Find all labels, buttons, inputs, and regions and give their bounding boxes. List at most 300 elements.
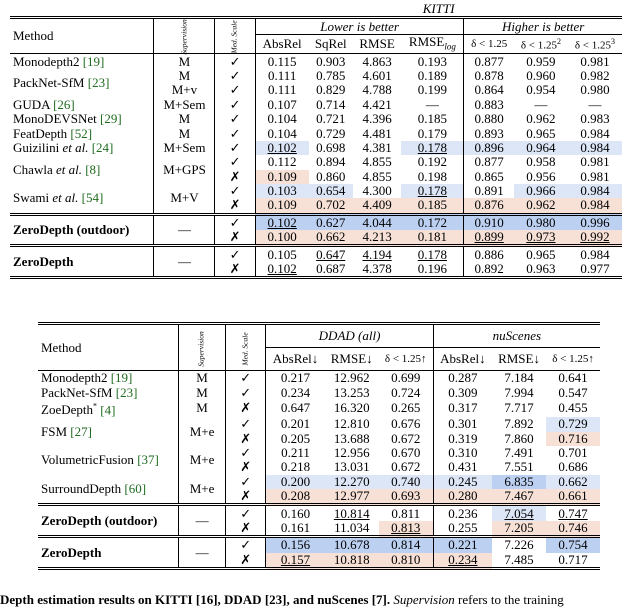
value-cell: 0.654 bbox=[309, 184, 353, 198]
value-cell: 0.103 bbox=[255, 184, 308, 198]
value-cell: 13.688 bbox=[333, 430, 370, 446]
method-header: Method bbox=[10, 18, 154, 54]
table-row bbox=[10, 54, 622, 69]
cross-icon: ✗ bbox=[226, 553, 266, 569]
citation[interactable]: [27] bbox=[70, 423, 92, 439]
supervision-cell: M bbox=[154, 54, 215, 69]
value-cell: 0.255 bbox=[448, 520, 478, 536]
value-cell: 0.199 bbox=[401, 83, 464, 97]
value-cell: 0.641 bbox=[558, 370, 588, 386]
method-name: ZeroDepth bbox=[13, 253, 74, 269]
checkmark-icon: ✓ bbox=[215, 98, 255, 112]
value-cell: 10.818 bbox=[325, 553, 379, 569]
group-nuscenes: nuScenes bbox=[433, 324, 600, 348]
value-cell: 4.213 bbox=[353, 230, 402, 246]
table-row bbox=[38, 417, 600, 431]
method-cell bbox=[38, 400, 179, 417]
value-cell: 0.701 bbox=[558, 445, 588, 461]
cross-icon: ✗ bbox=[226, 489, 266, 505]
citation[interactable]: [19] bbox=[82, 53, 105, 69]
value-cell: 0.676 bbox=[379, 417, 433, 431]
value-cell: 0.647 bbox=[280, 400, 311, 416]
value-cell: 7.717 bbox=[504, 400, 534, 416]
caption-lead: Depth estimation results on KITTI [16], DDAD [23], and nuScenes [7]. bbox=[0, 592, 391, 607]
value-cell: 0.962 bbox=[514, 198, 568, 214]
value-cell: 4.788 bbox=[362, 82, 392, 98]
value-cell: 0.672 bbox=[379, 432, 433, 446]
value-cell: 11.034 bbox=[334, 520, 370, 536]
checkmark-icon: ✓ bbox=[226, 417, 266, 431]
value-cell: 4.378 bbox=[362, 261, 392, 277]
value-cell: 0.717 bbox=[558, 551, 588, 567]
value-cell: 0.894 bbox=[316, 154, 346, 170]
value-cell: — bbox=[401, 98, 464, 112]
method-cell bbox=[38, 475, 179, 505]
cross-icon: ✗ bbox=[215, 262, 255, 278]
supervision-cell: — bbox=[179, 537, 226, 569]
citation[interactable]: [37] bbox=[137, 452, 159, 468]
checkmark-icon: ✓ bbox=[215, 54, 255, 69]
value-cell: 6.835 bbox=[492, 475, 546, 489]
value-cell: 0.104 bbox=[267, 111, 297, 127]
table-row bbox=[38, 371, 600, 386]
value-cell: 0.964 bbox=[514, 141, 568, 155]
value-cell: 7.994 bbox=[504, 384, 534, 400]
supervision-cell: M+e bbox=[179, 446, 226, 475]
value-cell: 0.181 bbox=[401, 230, 464, 246]
checkmark-icon: ✓ bbox=[215, 69, 255, 83]
value-cell: 13.253 bbox=[333, 384, 370, 400]
value-cell: 0.860 bbox=[316, 168, 346, 184]
value-cell: 0.981 bbox=[580, 168, 610, 184]
checkmark-icon: ✓ bbox=[215, 155, 255, 169]
value-cell: 0.647 bbox=[316, 246, 346, 262]
supervision-cell: M bbox=[154, 112, 215, 126]
table-row bbox=[10, 126, 622, 140]
supervision-header: Supervision bbox=[179, 19, 189, 56]
value-cell: 0.100 bbox=[255, 230, 308, 246]
method-cell bbox=[38, 505, 179, 537]
citation[interactable]: [60] bbox=[124, 481, 147, 497]
kitti-title: KITTI bbox=[422, 1, 455, 17]
method-name: Swami et al. bbox=[13, 190, 79, 206]
method-name: GUDA bbox=[13, 96, 50, 112]
value-cell: 0.185 bbox=[401, 112, 464, 126]
value-cell: 7.892 bbox=[504, 416, 534, 432]
method-name: PackNet-SfM bbox=[13, 75, 85, 91]
supervision-cell: M bbox=[179, 385, 226, 399]
value-cell: 4.409 bbox=[353, 198, 402, 214]
value-cell: 0.211 bbox=[281, 445, 310, 461]
value-cell: 4.855 bbox=[362, 168, 392, 184]
value-cell: 16.320 bbox=[333, 400, 370, 416]
cross-icon: ✗ bbox=[226, 460, 266, 474]
value-cell: 7.205 bbox=[492, 521, 546, 537]
value-cell: — bbox=[588, 96, 602, 112]
value-cell: 0.699 bbox=[379, 371, 433, 386]
value-cell: 0.903 bbox=[316, 53, 346, 69]
kitti-table bbox=[10, 2, 622, 279]
value-cell: 0.192 bbox=[401, 155, 464, 169]
supervision-cell: M+Sem bbox=[154, 141, 215, 155]
value-cell: 0.105 bbox=[267, 246, 297, 262]
value-cell: 12.810 bbox=[333, 416, 370, 432]
value-cell: 0.958 bbox=[526, 154, 556, 170]
checkmark-icon: ✓ bbox=[215, 112, 255, 126]
method-name: SurroundDepth bbox=[41, 481, 122, 497]
value-cell: 0.686 bbox=[558, 459, 588, 475]
table-row bbox=[10, 69, 622, 83]
supervision-cell: — bbox=[154, 214, 215, 246]
method-name: MonoDEVSNet bbox=[13, 111, 97, 127]
cross-icon: ✗ bbox=[215, 198, 255, 214]
value-cell: 4.601 bbox=[362, 67, 392, 83]
value-cell: 0.161 bbox=[280, 520, 311, 536]
value-cell: 0.662 bbox=[546, 475, 600, 489]
method-cell bbox=[10, 112, 154, 126]
value-cell: 0.160 bbox=[280, 505, 311, 521]
caption-supervision: Supervision bbox=[393, 592, 455, 607]
value-cell: 0.200 bbox=[266, 475, 325, 489]
table-row bbox=[10, 155, 622, 169]
value-cell: 0.982 bbox=[580, 67, 610, 83]
value-cell: 0.956 bbox=[526, 168, 556, 184]
citation[interactable]: [23] bbox=[87, 75, 110, 91]
value-cell: 0.310 bbox=[448, 445, 478, 461]
value-cell: 4.863 bbox=[362, 53, 392, 69]
ddad-table-body bbox=[38, 371, 600, 569]
value-cell: 0.785 bbox=[316, 67, 346, 83]
supervision-cell: M bbox=[179, 371, 226, 386]
value-cell: 0.746 bbox=[546, 521, 600, 537]
method-cell bbox=[38, 446, 179, 475]
value-cell: 4.396 bbox=[362, 111, 392, 127]
checkmark-icon: ✓ bbox=[215, 141, 255, 155]
method-cell bbox=[10, 98, 154, 112]
col-ddad-delta: δ < 1.25↑ bbox=[379, 348, 433, 371]
value-cell: 0.112 bbox=[267, 154, 297, 170]
value-cell: 0.984 bbox=[580, 246, 610, 262]
checkmark-icon: ✓ bbox=[226, 446, 266, 460]
value-cell: 0.984 bbox=[568, 184, 622, 198]
value-cell: 0.201 bbox=[280, 416, 311, 432]
value-cell: 4.300 bbox=[362, 183, 392, 199]
method-name: ZeroDepth bbox=[41, 544, 102, 560]
method-cell bbox=[10, 141, 154, 155]
table-row bbox=[10, 246, 622, 262]
value-cell: 0.963 bbox=[526, 261, 556, 277]
method-name: Monodepth2 bbox=[41, 370, 108, 386]
cross-icon: ✗ bbox=[215, 230, 255, 246]
value-cell: 0.698 bbox=[316, 139, 346, 155]
value-cell: 0.234 bbox=[433, 553, 492, 569]
value-cell: 0.983 bbox=[580, 111, 610, 127]
value-cell: 12.956 bbox=[333, 445, 370, 461]
value-cell: 0.670 bbox=[379, 446, 433, 460]
value-cell: 0.960 bbox=[526, 67, 556, 83]
supervision-cell: M bbox=[179, 400, 226, 417]
col-nus-delta: δ < 1.25↑ bbox=[552, 353, 594, 365]
value-cell: 0.996 bbox=[568, 214, 622, 230]
group-lower-better: Lower is better bbox=[255, 18, 464, 34]
value-cell: 7.226 bbox=[504, 537, 534, 553]
value-cell: 0.234 bbox=[280, 384, 311, 400]
method-name: ZeroDepth (outdoor) bbox=[13, 222, 130, 238]
value-cell: 7.485 bbox=[504, 551, 534, 567]
kitti-table-body bbox=[10, 54, 622, 278]
value-cell: 0.301 bbox=[448, 416, 478, 432]
value-cell: 12.270 bbox=[325, 475, 379, 489]
value-cell: 0.729 bbox=[316, 125, 346, 141]
value-cell: 7.551 bbox=[504, 459, 534, 475]
citation[interactable]: [23] bbox=[115, 384, 138, 400]
col-absrel: AbsRel bbox=[262, 36, 302, 52]
citation[interactable]: [8] bbox=[85, 161, 101, 177]
value-cell: 0.661 bbox=[546, 489, 600, 505]
value-cell: 0.179 bbox=[401, 126, 464, 140]
method-name: ZoeDepth* bbox=[41, 401, 97, 418]
value-cell: 0.317 bbox=[448, 400, 478, 416]
value-cell: 0.221 bbox=[433, 537, 492, 553]
value-cell: 0.102 bbox=[255, 141, 308, 155]
citation[interactable]: [4] bbox=[100, 402, 116, 418]
value-cell: 0.245 bbox=[433, 475, 492, 489]
value-cell: 0.714 bbox=[316, 96, 346, 112]
col-rmselog: $RMSE_{log}$ bbox=[401, 34, 464, 54]
value-cell: 0.984 bbox=[580, 125, 610, 141]
value-cell: 0.880 bbox=[474, 111, 504, 127]
checkmark-icon: ✓ bbox=[226, 385, 266, 399]
supervision-cell: — bbox=[179, 505, 226, 537]
cross-icon: ✗ bbox=[226, 521, 266, 537]
value-cell: 0.157 bbox=[266, 553, 325, 569]
value-cell: 0.111 bbox=[268, 82, 297, 98]
value-cell: 0.810 bbox=[379, 553, 433, 569]
method-name: Monodepth2 bbox=[13, 53, 80, 69]
supervision-cell: M bbox=[154, 69, 215, 83]
value-cell: 12.977 bbox=[325, 489, 379, 505]
col-ddad-absrel: AbsRel↓ bbox=[272, 351, 319, 366]
value-cell: 4.044 bbox=[353, 214, 402, 230]
method-name: FSM bbox=[41, 423, 68, 439]
checkmark-icon: ✓ bbox=[215, 83, 255, 97]
value-cell: 0.721 bbox=[316, 111, 346, 127]
value-cell: 0.693 bbox=[379, 489, 433, 505]
method-cell bbox=[10, 69, 154, 98]
value-cell: 0.111 bbox=[268, 67, 297, 83]
value-cell: 10.678 bbox=[325, 537, 379, 553]
value-cell: 0.973 bbox=[514, 230, 568, 246]
method-name: PackNet-SfM bbox=[41, 384, 113, 400]
checkmark-icon: ✓ bbox=[226, 475, 266, 489]
value-cell: 0.172 bbox=[401, 214, 464, 230]
citation[interactable]: [24] bbox=[91, 139, 114, 155]
value-cell: 7.860 bbox=[504, 430, 534, 446]
value-cell: 0.309 bbox=[448, 384, 478, 400]
value-cell: 0.740 bbox=[379, 475, 433, 489]
table-row bbox=[38, 537, 600, 553]
medscale-header: Med. Scale bbox=[230, 20, 240, 55]
value-cell: 0.662 bbox=[309, 230, 353, 246]
value-cell: 0.178 bbox=[401, 141, 464, 155]
col-sqrel: SqRel bbox=[314, 36, 347, 52]
value-cell: 0.814 bbox=[379, 537, 433, 553]
value-cell: 0.747 bbox=[558, 505, 588, 521]
cross-icon: ✗ bbox=[226, 432, 266, 446]
table-row bbox=[38, 446, 600, 460]
value-cell: 0.886 bbox=[474, 246, 504, 262]
value-cell: 0.109 bbox=[255, 170, 308, 184]
value-cell: 0.716 bbox=[546, 432, 600, 446]
supervision-cell: M+e bbox=[179, 475, 226, 505]
value-cell: 0.984 bbox=[568, 141, 622, 155]
value-cell: 0.107 bbox=[267, 96, 297, 112]
checkmark-icon: ✓ bbox=[215, 246, 255, 262]
method-cell bbox=[10, 155, 154, 184]
method-cell bbox=[10, 246, 154, 278]
value-cell: 0.702 bbox=[309, 198, 353, 214]
col-delta1: δ < 1.25 bbox=[471, 38, 508, 51]
checkmark-icon: ✓ bbox=[226, 537, 266, 553]
value-cell: 0.896 bbox=[464, 141, 514, 155]
checkmark-icon: ✓ bbox=[226, 371, 266, 386]
checkmark-icon: ✓ bbox=[215, 126, 255, 140]
value-cell: 0.627 bbox=[309, 214, 353, 230]
cross-icon: ✗ bbox=[226, 400, 266, 417]
value-cell: 0.115 bbox=[267, 53, 297, 69]
method-cell bbox=[10, 54, 154, 69]
supervision-cell: M+Sem bbox=[154, 98, 215, 112]
ddad-nuscenes-table bbox=[38, 322, 600, 570]
value-cell: 0.287 bbox=[448, 370, 478, 386]
value-cell: 0.196 bbox=[401, 262, 464, 278]
method-cell bbox=[10, 126, 154, 140]
method-name: VolumetricFusion bbox=[41, 452, 134, 468]
value-cell: 0.893 bbox=[474, 125, 504, 141]
method-name: Guizilini et al. bbox=[13, 139, 89, 155]
value-cell: 0.178 bbox=[401, 246, 464, 262]
value-cell: 0.687 bbox=[316, 261, 346, 277]
value-cell: 0.218 bbox=[280, 459, 311, 475]
value-cell: 0.178 bbox=[401, 184, 464, 198]
value-cell: 12.962 bbox=[333, 370, 370, 386]
value-cell: 4.481 bbox=[362, 125, 392, 141]
method-name: Chawla et al. bbox=[13, 161, 82, 177]
value-cell: 0.980 bbox=[514, 214, 568, 230]
value-cell: 4.421 bbox=[362, 96, 392, 112]
value-cell: 0.829 bbox=[316, 82, 346, 98]
checkmark-icon: ✓ bbox=[226, 505, 266, 521]
value-cell: 0.319 bbox=[448, 430, 478, 446]
value-cell: 0.455 bbox=[558, 400, 588, 416]
table-row bbox=[38, 400, 600, 417]
value-cell: 4.194 bbox=[362, 246, 392, 262]
checkmark-icon: ✓ bbox=[215, 184, 255, 198]
value-cell: 0.959 bbox=[526, 53, 556, 69]
value-cell: 0.205 bbox=[280, 430, 311, 446]
value-cell: 0.754 bbox=[546, 537, 600, 553]
medscale-header-2: Med. Scale bbox=[240, 331, 250, 366]
value-cell: 0.892 bbox=[474, 261, 504, 277]
value-cell: 0.109 bbox=[255, 198, 308, 214]
citation[interactable]: [54] bbox=[81, 190, 104, 206]
method-name: FeatDepth bbox=[13, 125, 68, 141]
value-cell: 4.381 bbox=[362, 139, 392, 155]
value-cell: 0.878 bbox=[474, 67, 504, 83]
value-cell: 0.984 bbox=[568, 198, 622, 214]
value-cell: 0.864 bbox=[474, 82, 504, 98]
value-cell: 0.980 bbox=[580, 82, 610, 98]
value-cell: 0.891 bbox=[474, 183, 504, 199]
method-cell bbox=[38, 417, 179, 446]
method-cell bbox=[38, 537, 179, 569]
method-cell bbox=[38, 385, 179, 399]
table-row bbox=[10, 98, 622, 112]
supervision-cell: M+GPS bbox=[154, 155, 215, 184]
supervision-cell: M bbox=[154, 126, 215, 140]
method-header-2: Method bbox=[38, 324, 179, 371]
table-row bbox=[38, 385, 600, 399]
value-cell: 0.981 bbox=[580, 53, 610, 69]
value-cell: 0.208 bbox=[266, 489, 325, 505]
value-cell: 7.467 bbox=[492, 489, 546, 505]
value-cell: 0.965 bbox=[526, 246, 556, 262]
value-cell: 0.992 bbox=[568, 230, 622, 246]
value-cell: 0.981 bbox=[580, 154, 610, 170]
table-row bbox=[10, 184, 622, 198]
method-cell bbox=[38, 371, 179, 386]
supervision-header-2: Supervision bbox=[197, 330, 207, 367]
value-cell: 0.431 bbox=[448, 459, 478, 475]
col-nus-absrel: AbsRel↓ bbox=[440, 351, 486, 366]
citation[interactable]: [52] bbox=[70, 125, 93, 141]
value-cell: 0.883 bbox=[474, 96, 504, 112]
value-cell: 0.102 bbox=[267, 261, 297, 277]
table-row bbox=[10, 141, 622, 155]
value-cell: 0.865 bbox=[474, 168, 504, 184]
supervision-cell: M+V bbox=[154, 184, 215, 214]
value-cell: 0.198 bbox=[401, 170, 464, 184]
value-cell: 13.031 bbox=[333, 459, 370, 475]
value-cell: 0.899 bbox=[464, 230, 514, 246]
value-cell: 0.217 bbox=[280, 370, 311, 386]
value-cell: 4.855 bbox=[362, 154, 392, 170]
table-row bbox=[38, 505, 600, 521]
method-cell bbox=[10, 214, 154, 246]
col-nus-rmse: RMSE↓ bbox=[498, 351, 540, 366]
citation[interactable]: [19] bbox=[110, 370, 133, 386]
citation[interactable]: [26] bbox=[53, 96, 75, 112]
value-cell: 0.966 bbox=[514, 184, 568, 198]
value-cell: 7.491 bbox=[504, 445, 534, 461]
value-cell: 0.962 bbox=[526, 111, 556, 127]
method-cell bbox=[10, 184, 154, 214]
citation[interactable]: [29] bbox=[100, 111, 122, 127]
method-name: ZeroDepth (outdoor) bbox=[41, 512, 158, 528]
col-delta2: $\delta < 1.25^2$ bbox=[520, 37, 561, 52]
table-row bbox=[10, 214, 622, 230]
value-cell: 0.954 bbox=[526, 82, 556, 98]
value-cell: 7.054 bbox=[492, 505, 546, 521]
value-cell: 0.977 bbox=[580, 261, 610, 277]
value-cell: 0.965 bbox=[526, 125, 556, 141]
group-higher-better: Higher is better bbox=[464, 18, 622, 34]
value-cell: 0.724 bbox=[379, 385, 433, 399]
col-ddad-rmse: RMSE↓ bbox=[330, 351, 373, 366]
checkmark-icon: ✓ bbox=[215, 214, 255, 230]
caption-rest: refers to the training bbox=[458, 592, 564, 607]
col-rmse: RMSE bbox=[359, 36, 395, 52]
